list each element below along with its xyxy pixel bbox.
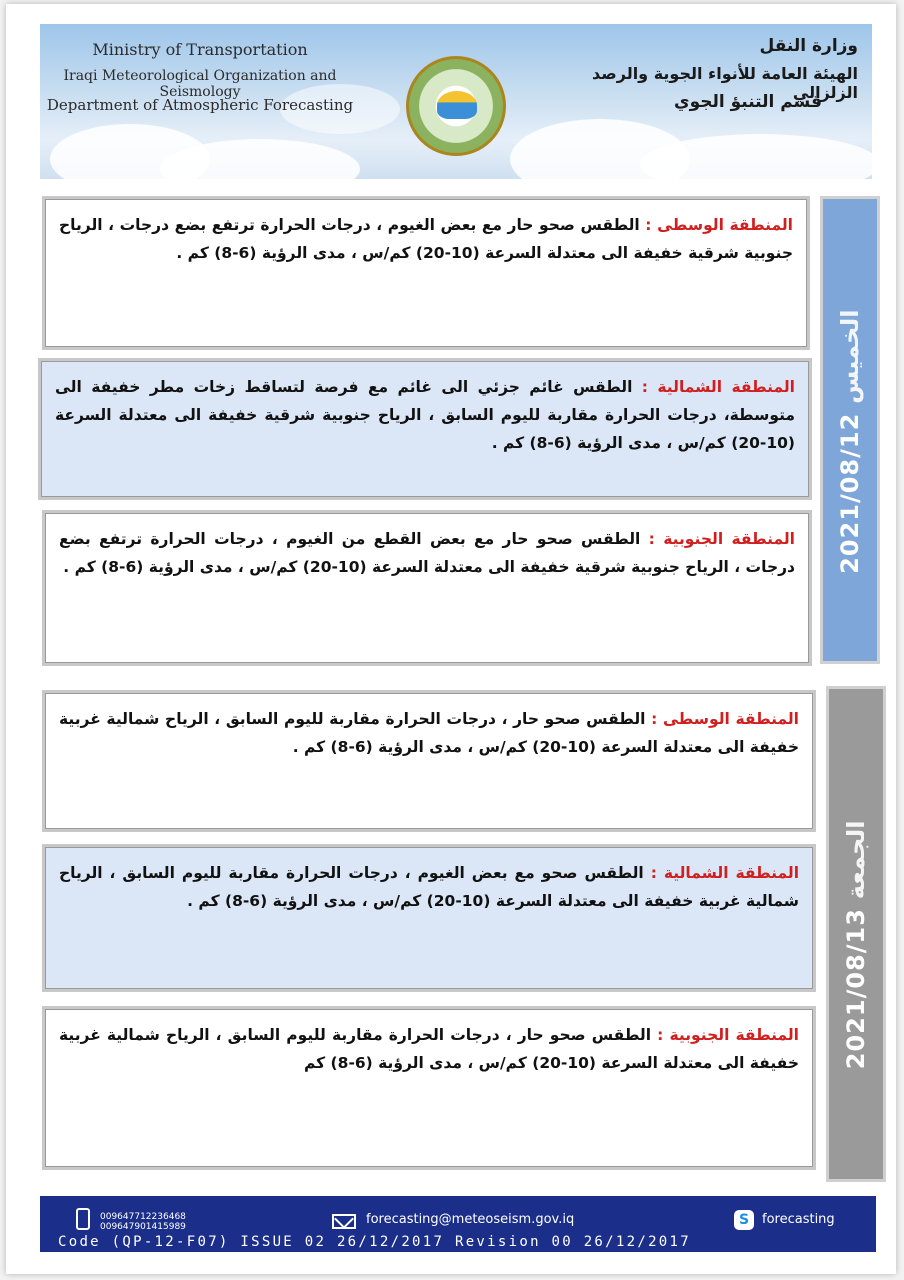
forecast-text: الطقس صحو حار ، درجات الحرارة مقاربة لليوم السابق ، الرياح شمالية غربية خفيفة الى معتدلة السرعة (10-20) كم/س ، مدى الرؤية (6-8) كم: [59, 1026, 799, 1072]
phone-number-2: 009647901415989: [100, 1222, 186, 1232]
skype-icon: S: [734, 1210, 754, 1230]
mail-icon: [332, 1214, 356, 1229]
contact-email[interactable]: forecasting@meteoseism.gov.iq: [366, 1212, 575, 1227]
header-banner: [40, 24, 872, 179]
date-day1: 2021/08/12: [836, 412, 864, 574]
document-code: Code (QP-12-F07) ISSUE 02 26/12/2017 Revision 00 26/12/2017: [58, 1234, 691, 1250]
forecast-text: الطقس صحو مع بعض الغيوم ، درجات الحرارة مقاربة لليوم السابق ، الرياح شمالية غربية خفيفة الى معتدلة السرعة (10-20) كم/س ، مدى الرؤية (6-8) كم .: [59, 864, 799, 910]
forecast-text: الطقس صحو حار ، درجات الحرارة مقاربة لليوم السابق ، الرياح شمالية غربية خفيفة الى معتدلة السرعة (10-20) كم/س ، مدى الرؤية (6-8) كم .: [59, 710, 799, 756]
forecast-text: الطقس غائم جزئي الى غائم مع فرصة لتساقط زخات مطر خفيفة الى متوسطة، درجات الحرارة مقاربة لليوم السابق ، الرياح جنوبية شرقية خفيفة الى معتدلة السرعة (10-20) كم/س ، مدى الرؤية (6-8) كم .: [55, 378, 795, 452]
phone-number-1: 009647712236468: [100, 1212, 186, 1222]
skype-handle[interactable]: forecasting: [762, 1212, 835, 1227]
forecast-day2-south: المنطقة الجنوبية : الطقس صحو حار ، درجات الحرارة مقاربة لليوم السابق ، الرياح شمالية غربية خفيفة الى معتدلة السرعة (10-20) كم/س ، مدى الرؤية (6-8) كم: [42, 1006, 816, 1170]
region-name: المنطقة الوسطى: [662, 710, 799, 728]
forecast-day1-north: المنطقة الشمالية : الطقس غائم جزئي الى غائم مع فرصة لتساقط زخات مطر خفيفة الى متوسطة، درجات الحرارة مقاربة لليوم السابق ، الرياح جنوبية شرقية خفيفة الى معتدلة السرعة (10-20) كم/س ، مدى الرؤية (6-8) كم .: [38, 358, 812, 500]
region-name: المنطقة الشمالية: [663, 864, 800, 882]
region-name: المنطقة الجنوبية: [663, 530, 795, 548]
forecast-text: الطقس صحو حار مع بعض القطع من الغيوم ، درجات الحرارة ترتفع بضع درجات ، الرياح جنوبية شرقية خفيفة الى معتدلة السرعة (10-20) كم/س ، مدى الرؤية (6-8) كم .: [59, 530, 795, 576]
footer-bar: [40, 1196, 876, 1252]
date-panel-day2: [826, 686, 886, 1182]
forecast-day2-central: المنطقة الوسطى : الطقس صحو حار ، درجات الحرارة مقاربة لليوم السابق ، الرياح شمالية غربية خفيفة الى معتدلة السرعة (10-20) كم/س ، مدى الرؤية (6-8) كم .: [42, 690, 816, 832]
region-name: المنطقة الشمالية: [657, 378, 795, 396]
date-panel-day1: [820, 196, 880, 664]
weekday-day1: الخميس: [836, 308, 864, 403]
forecast-day1-south: المنطقة الجنوبية : الطقس صحو حار مع بعض القطع من الغيوم ، درجات الحرارة ترتفع بضع درجات ، الرياح جنوبية شرقية خفيفة الى معتدلة السرعة (10-20) كم/س ، مدى الرؤية (6-8) كم .: [42, 510, 812, 666]
organization-title-ar: الهيئة العامة للأنواء الجوية والرصد الزلزالي: [592, 64, 858, 102]
forecast-day2-north: المنطقة الشمالية : الطقس صحو مع بعض الغيوم ، درجات الحرارة مقاربة لليوم السابق ، الرياح شمالية غربية خفيفة الى معتدلة السرعة (10-20) كم/س ، مدى الرؤية (6-8) كم .: [42, 844, 816, 992]
weekday-day2: الجمعة: [842, 820, 870, 900]
forecast-text: الطقس صحو حار مع بعض الغيوم ، درجات الحرارة ترتفع بضع درجات ، الرياح جنوبية شرقية خفيفة الى معتدلة السرعة (10-20) كم/س ، مدى الرؤية (6-8) كم .: [59, 216, 793, 262]
phone-numbers: [100, 1212, 186, 1232]
forecast-day1-central: المنطقة الوسطى : الطقس صحو حار مع بعض الغيوم ، درجات الحرارة ترتفع بضع درجات ، الرياح جنوبية شرقية خفيفة الى معتدلة السرعة (10-20) كم/س ، مدى الرؤية (6-8) كم .: [42, 196, 810, 350]
department-title-en: Department of Atmospheric Forecasting: [46, 96, 354, 114]
phone-icon: [76, 1208, 90, 1230]
organization-title-en: Iraqi Meteorological Organization and Seismology: [63, 68, 337, 100]
organization-logo: [406, 56, 506, 156]
region-name: المنطقة الوسطى: [657, 216, 793, 234]
ministry-title-en: Ministry of Transportation: [92, 40, 308, 59]
department-title-ar: قسم التنبؤ الجوي: [674, 92, 822, 112]
region-name: المنطقة الجنوبية: [669, 1026, 799, 1044]
date-day2: 2021/08/13: [842, 908, 870, 1070]
sun-cloud-icon: [437, 91, 477, 119]
ministry-title-ar: وزارة النقل: [759, 36, 858, 56]
